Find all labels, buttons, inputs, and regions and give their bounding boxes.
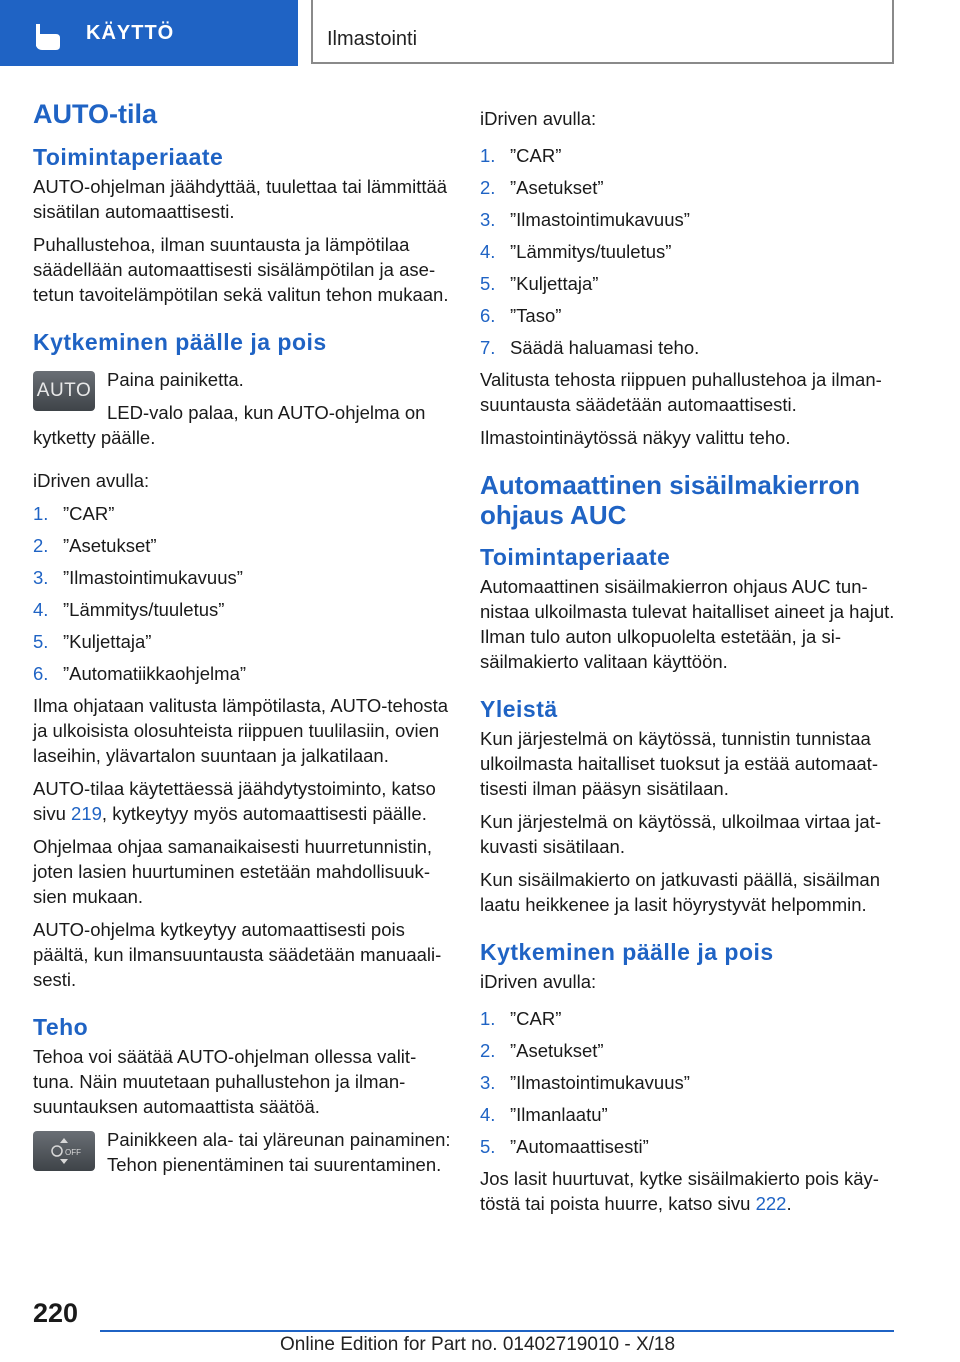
list-item (480, 303, 898, 328)
list-item (480, 1006, 898, 1031)
step-number: 5. (480, 273, 496, 294)
paragraph: Kun järjestelmä on käytössä, ulkoilmaa virtaa jatkuvasti sisätilaan. (480, 811, 882, 857)
text-span: . (786, 1193, 792, 1214)
heading-switch-on-off: Kytkeminen päälle ja pois (480, 939, 774, 965)
list-item (480, 1102, 898, 1127)
step-number: 6. (33, 663, 49, 684)
step-number: 1. (480, 1008, 496, 1029)
step-text: ”Lämmitys/tuuletus” (510, 241, 672, 262)
chapter-tab[interactable] (0, 0, 298, 66)
step-text: ”Ilmastointimukavuus” (510, 209, 690, 230)
list-item (480, 175, 898, 200)
step-text: ”Automatiikkaohjelma” (63, 663, 247, 684)
list-item (33, 565, 451, 590)
left-column (33, 98, 451, 1185)
paragraph: Valitusta tehosta riippuen puhallustehoa ja ilmansuuntausta säädetään automaattisesti. (480, 369, 882, 415)
page-number: 220 (33, 1298, 79, 1328)
steps-list (480, 1006, 898, 1159)
paragraph: Kun järjestelmä on käytössä, tunnistin tunnistaa ulkoilmasta haitalliset tuoksut ja estää automaattisesti ilman pääsyn sisätilaan. (480, 728, 878, 799)
section-label: Ilmastointi (327, 28, 418, 50)
step-text: ”Lämmitys/tuuletus” (63, 599, 225, 620)
text-span: , kytkeytyy myös automaattisesti päälle. (101, 803, 427, 824)
step-number: 2. (33, 535, 49, 556)
edition-text: Online Edition for Part no. 01402719010 - X/18 (280, 1334, 676, 1355)
step-text: ”Taso” (510, 305, 562, 326)
steps-list (33, 501, 451, 686)
list-item (480, 1070, 898, 1095)
step-text: ”CAR” (510, 1008, 562, 1029)
chapter-label: KÄYTTÖ (86, 22, 175, 44)
section-tab[interactable] (311, 0, 894, 64)
step-text: ”Ilmastointimukavuus” (63, 567, 243, 588)
step-number: 3. (480, 209, 496, 230)
step-number: 4. (480, 241, 496, 262)
step-text: ”Kuljettaja” (510, 273, 599, 294)
step-number: 7. (480, 337, 496, 358)
list-item (33, 533, 451, 558)
list-item (480, 207, 898, 232)
paragraph: Painikkeen ala- tai yläreunan painaminen: Tehon pienentäminen tai suurentaminen. (107, 1129, 451, 1175)
paragraph: AUTO-ohjelman jäähdyttää, tuulettaa tai lämmittää sisätilan automaattisesti. (33, 176, 448, 222)
text-span: Jos lasit huurtuvat, kytke sisäilmakierto pois käytöstä tai poista huurre, katso sivu (480, 1168, 879, 1214)
heading-general: Yleistä (480, 696, 558, 722)
step-number: 5. (33, 631, 49, 652)
paragraph: Tehoa voi säätää AUTO-ohjelman ollessa valittuna. Näin muutetaan puhallustehon ja ilmansuuntauksen automaattista säätöä. (33, 1046, 417, 1117)
step-text: ”Asetukset” (510, 1040, 604, 1061)
step-text: ”Ilmastointimukavuus” (510, 1072, 690, 1093)
heading-principle: Toimintaperiaate (480, 544, 671, 570)
step-number: 1. (33, 503, 49, 524)
list-item (33, 597, 451, 622)
steps-list (480, 143, 898, 360)
step-text: ”CAR” (63, 503, 115, 524)
step-text: ”Ilmanlaatu” (510, 1104, 608, 1125)
step-number: 2. (480, 177, 496, 198)
footer-divider (100, 1330, 894, 1332)
heading-auto-mode: AUTO-tila (33, 99, 158, 129)
list-item (480, 239, 898, 264)
step-text: ”Automaattisesti” (510, 1136, 649, 1157)
page-link-219[interactable]: 219 (71, 803, 102, 824)
step-text: ”Kuljettaja” (63, 631, 152, 652)
list-item (480, 1038, 898, 1063)
list-item (480, 1134, 898, 1159)
right-column (480, 106, 898, 1224)
paragraph: Ohjelmaa ohjaa samanaikaisesti huurretunnistin, joten lasien huurtuminen estetään mahdollisuuksien mukaan. (33, 836, 432, 907)
paragraph: iDriven avulla: (480, 971, 597, 992)
list-item (33, 501, 451, 526)
paragraph: Kun sisäilmakierto on jatkuvasti päällä, sisäilman laatu heikkenee ja lasit höyrystyvät helpommin. (480, 869, 880, 915)
fan-button-label: OFF (65, 1148, 81, 1157)
list-item (33, 629, 451, 654)
paragraph: LED-valo palaa, kun AUTO-ohjelma on kytketty päälle. (33, 402, 426, 448)
fan-off-icon (33, 1131, 95, 1171)
step-text: ”CAR” (510, 145, 562, 166)
step-number: 3. (33, 567, 49, 588)
paragraph: iDriven avulla: (33, 470, 150, 491)
step-text: ”Asetukset” (510, 177, 604, 198)
list-item (480, 335, 898, 360)
step-text: Säädä haluamasi teho. (510, 337, 700, 358)
paragraph: Puhallustehoa, ilman suuntausta ja lämpötilaa säädellään automaattisesti sisälämpötilan ja asetetun tavoitelämpötilan sekä valitun tehon mukaan. (33, 234, 449, 305)
heading-switch-on-off: Kytkeminen päälle ja pois (33, 329, 327, 355)
paragraph (480, 1166, 898, 1216)
heading-principle: Toimintaperiaate (33, 144, 224, 170)
step-number: 4. (480, 1104, 496, 1125)
fan-button-image (33, 1131, 95, 1171)
paragraph: Ilma ohjataan valitusta lämpötilasta, AUTO-tehosta ja ulkoisista olosuhteista riippuen tuulilasiin, ovien laseihin, ylävartalon suuntaan ja jalkatilaan. (33, 695, 449, 766)
list-item (480, 143, 898, 168)
step-text: ”Asetukset” (63, 535, 157, 556)
auto-button-image (33, 371, 95, 411)
step-number: 1. (480, 145, 496, 166)
page-link-222[interactable]: 222 (755, 1193, 787, 1214)
step-number: 2. (480, 1040, 496, 1061)
step-number: 3. (480, 1072, 496, 1093)
pointing-hand-icon (30, 22, 64, 52)
list-item (33, 661, 451, 686)
step-number: 5. (480, 1136, 496, 1157)
auto-button-label: AUTO (36, 380, 92, 401)
list-item (480, 271, 898, 296)
page-header (0, 0, 960, 66)
paragraph: Ilmastointinäytössä näkyy valittu teho. (480, 427, 791, 448)
paragraph: Automaattinen sisäilmakierron ohjaus AUC tunnistaa ulkoilmasta tulevat haitalliset aineet ja hajut. Ilman tulo auton ulkopuolelta estetään, ja sisäilmakierto valitaan käyttöön. (480, 576, 895, 672)
paragraph: AUTO-ohjelma kytkeytyy automaattisesti pois päältä, kun ilmansuuntausta säädetään manuaalisesti. (33, 919, 442, 990)
paragraph: iDriven avulla: (480, 108, 597, 129)
text-span: AUTO-tilaa käytettäessä jäähdytystoiminto, katso sivu (33, 778, 436, 824)
paragraph: Paina painiketta. (107, 369, 244, 390)
heading-auc: Automaattinen sisäilmakierron ohjaus AUC (480, 470, 860, 530)
step-number: 4. (33, 599, 49, 620)
heading-power: Teho (33, 1014, 89, 1040)
step-number: 6. (480, 305, 496, 326)
paragraph (33, 776, 451, 826)
